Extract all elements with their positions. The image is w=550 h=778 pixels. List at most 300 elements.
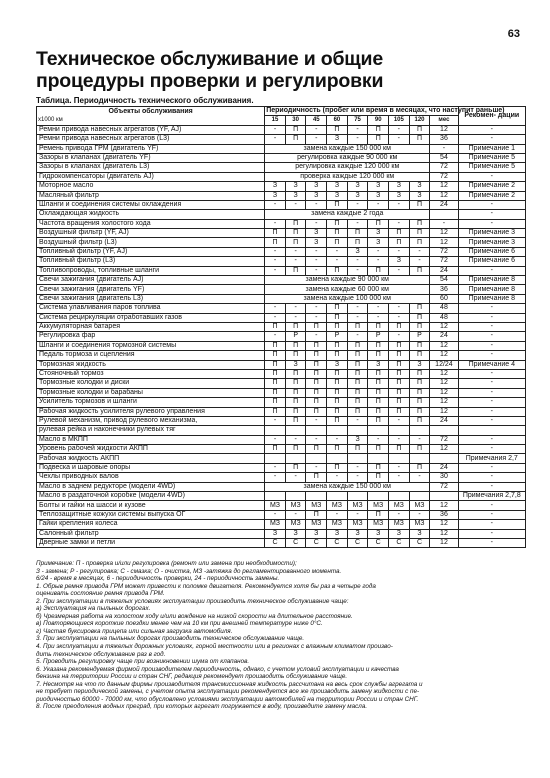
- row-cell: МЗ: [389, 520, 410, 529]
- row-cell: П: [389, 398, 410, 407]
- note-line: 8. После преодоления водных преград, при которых агрегат погружается в воду, произведите замену масла.: [36, 703, 368, 711]
- row-cell: -: [285, 257, 306, 266]
- row-cell: -: [389, 247, 410, 256]
- row-cell: П: [327, 229, 348, 238]
- row-cell: П: [306, 351, 327, 360]
- row-span-note: замена каждые 60 000 км: [265, 285, 430, 294]
- row-recommendation: Примечание 8: [458, 294, 525, 303]
- row-cell: П: [409, 135, 430, 144]
- table-row: [37, 435, 526, 444]
- row-cell: З: [347, 182, 368, 191]
- notes-section: [36, 560, 526, 711]
- row-item: Топливный фильтр (YF, AJ): [37, 247, 265, 256]
- header-mileage-30: 30: [285, 116, 306, 125]
- row-months: 12: [430, 369, 458, 378]
- row-cell: Р: [368, 332, 389, 341]
- row-months: 54: [430, 153, 458, 162]
- row-cell: П: [327, 351, 348, 360]
- row-recommendation: -: [458, 341, 525, 350]
- row-item: Тормозная жидкость: [37, 360, 265, 369]
- row-cell: З: [347, 435, 368, 444]
- title-line-1: Техническое обслуживание и общие: [36, 48, 383, 70]
- row-cell: П: [265, 360, 286, 369]
- row-cell: П: [409, 304, 430, 313]
- row-cell: -: [265, 332, 286, 341]
- row-cell: -: [327, 473, 348, 482]
- row-cell: П: [368, 379, 389, 388]
- row-item: Гидрокомпенсаторы (двигатель AJ): [37, 172, 265, 181]
- table-row: [37, 454, 526, 463]
- note-line: Примечание: П - проверка и/или регулировка (ремонт или замена при необходимости);: [36, 560, 297, 567]
- row-cell: -: [306, 247, 327, 256]
- row-cell: [306, 426, 327, 435]
- table-row: [37, 182, 526, 191]
- row-recommendation: -: [458, 445, 525, 454]
- table-row: [37, 294, 526, 303]
- row-cell: П: [327, 200, 348, 209]
- row-cell: МЗ: [389, 501, 410, 510]
- table-row: [37, 398, 526, 407]
- row-recommendation: -: [458, 379, 525, 388]
- table-row: [37, 229, 526, 238]
- row-cell: З: [327, 135, 348, 144]
- row-recommendation: -: [458, 200, 525, 209]
- row-months: 12: [430, 182, 458, 191]
- row-item: Рулевой механизм, привод рулевого механизма,: [37, 416, 265, 425]
- row-recommendation: -: [458, 313, 525, 322]
- row-cell: П: [368, 398, 389, 407]
- row-months: 36: [430, 510, 458, 519]
- row-cell: П: [285, 341, 306, 350]
- row-months: 12: [430, 538, 458, 547]
- row-cell: -: [389, 200, 410, 209]
- row-cell: П: [368, 510, 389, 519]
- row-cell: -: [285, 435, 306, 444]
- row-recommendation: -: [458, 332, 525, 341]
- table-row: [37, 416, 526, 425]
- row-recommendation: -: [458, 304, 525, 313]
- row-cell: П: [327, 322, 348, 331]
- row-cell: П: [327, 369, 348, 378]
- row-cell: -: [306, 257, 327, 266]
- row-months: 12: [430, 388, 458, 397]
- note-line: З - замена; Р - регулировка; С - смазка; О - очистка, МЗ -затяжка до регламентированного момента.: [36, 567, 342, 575]
- note-line: 2. При эксплуатации в тяжелых условиях эксплуатации производить техническое обслуживание чаще:: [36, 597, 349, 605]
- row-months: 12: [430, 379, 458, 388]
- row-cell: [389, 492, 410, 501]
- table-row: [37, 501, 526, 510]
- row-cell: МЗ: [409, 501, 430, 510]
- row-cell: П: [389, 322, 410, 331]
- row-cell: [285, 454, 306, 463]
- row-cell: З: [285, 182, 306, 191]
- row-cell: П: [368, 407, 389, 416]
- row-cell: П: [265, 322, 286, 331]
- row-span-note: замена каждые 2 года: [265, 210, 430, 219]
- note-line: 3. При эксплуатации на пыльных дорогах производить техническое обслуживание чаще.: [36, 635, 305, 643]
- row-months: 12: [430, 238, 458, 247]
- row-cell: -: [347, 135, 368, 144]
- page-number: 63: [507, 28, 520, 40]
- table-row: [37, 313, 526, 322]
- table-row: [37, 341, 526, 350]
- row-cell: П: [389, 351, 410, 360]
- row-cell: [306, 454, 327, 463]
- row-cell: З: [368, 360, 389, 369]
- row-cell: П: [306, 510, 327, 519]
- row-cell: П: [285, 445, 306, 454]
- row-months: 24: [430, 416, 458, 425]
- row-cell: З: [265, 182, 286, 191]
- row-months: 12: [430, 322, 458, 331]
- row-cell: З: [285, 529, 306, 538]
- row-cell: П: [327, 398, 348, 407]
- row-span-note: замена каждые 100 000 км: [265, 294, 430, 303]
- note-line: не требует периодической замены, с учетом опыта эксплуатации рекомендуется все же производить замену жидкости с пе-: [36, 688, 420, 696]
- row-cell: П: [285, 369, 306, 378]
- row-cell: З: [409, 529, 430, 538]
- row-cell: П: [409, 407, 430, 416]
- row-cell: П: [368, 341, 389, 350]
- row-cell: З: [306, 182, 327, 191]
- row-cell: -: [347, 125, 368, 134]
- row-cell: -: [368, 247, 389, 256]
- table-row: [37, 510, 526, 519]
- row-item: Система рециркуляции отработавших газов: [37, 313, 265, 322]
- row-cell: П: [306, 388, 327, 397]
- note-line: в) Повторяющиеся короткие поездки менее чем на 10 км при внешней температуре ниже 0°С.: [36, 620, 323, 628]
- row-cell: П: [409, 351, 430, 360]
- row-cell: П: [409, 388, 430, 397]
- row-recommendation: Примечание 8: [458, 285, 525, 294]
- row-cell: З: [347, 191, 368, 200]
- row-months: 12: [430, 229, 458, 238]
- row-cell: П: [347, 360, 368, 369]
- row-months: 24: [430, 332, 458, 341]
- row-item: Свечи зажигания (двигатель YF): [37, 285, 265, 294]
- row-item: Аккумуляторная батарея: [37, 322, 265, 331]
- row-cell: П: [389, 341, 410, 350]
- row-item: Воздушный фильтр (YF, AJ): [37, 229, 265, 238]
- row-cell: П: [409, 238, 430, 247]
- row-cell: -: [409, 247, 430, 256]
- row-cell: МЗ: [327, 520, 348, 529]
- row-recommendation: -: [458, 473, 525, 482]
- row-cell: П: [285, 238, 306, 247]
- table-row: [37, 172, 526, 181]
- table-row: [37, 426, 526, 435]
- row-cell: МЗ: [409, 520, 430, 529]
- maintenance-table: [36, 106, 526, 548]
- row-cell: П: [306, 341, 327, 350]
- row-months: 72: [430, 435, 458, 444]
- row-cell: П: [285, 379, 306, 388]
- row-cell: -: [409, 510, 430, 519]
- table-row: [37, 351, 526, 360]
- row-cell: П: [347, 369, 368, 378]
- row-cell: [368, 492, 389, 501]
- row-cell: П: [347, 238, 368, 247]
- row-cell: [306, 492, 327, 501]
- row-item: Свечи зажигания (двигатель L3): [37, 294, 265, 303]
- row-item: Педаль тормоза и сцепления: [37, 351, 265, 360]
- row-item: Масляный фильтр: [37, 191, 265, 200]
- row-cell: П: [347, 398, 368, 407]
- row-cell: П: [285, 398, 306, 407]
- row-cell: -: [347, 416, 368, 425]
- table-row: [37, 257, 526, 266]
- row-cell: -: [285, 473, 306, 482]
- row-cell: З: [347, 529, 368, 538]
- row-months: 30: [430, 473, 458, 482]
- row-item: Стояночный тормоз: [37, 369, 265, 378]
- row-cell: -: [306, 304, 327, 313]
- row-cell: П: [327, 463, 348, 472]
- row-cell: З: [409, 191, 430, 200]
- row-cell: П: [285, 322, 306, 331]
- row-cell: -: [389, 416, 410, 425]
- header-months: мес: [430, 116, 458, 125]
- row-months: -: [430, 219, 458, 228]
- row-cell: -: [306, 416, 327, 425]
- row-months: 48: [430, 304, 458, 313]
- row-cell: -: [265, 435, 286, 444]
- row-span-note: регулировка каждые 120 000 км: [265, 163, 430, 172]
- row-item: Топливопроводы, топливные шланги: [37, 266, 265, 275]
- row-cell: П: [265, 407, 286, 416]
- row-cell: П: [285, 388, 306, 397]
- row-cell: [347, 426, 368, 435]
- row-item: Дверные замки и петли: [37, 538, 265, 547]
- header-mileage-120: 120: [409, 116, 430, 125]
- row-cell: П: [265, 229, 286, 238]
- row-recommendation: Примечание 5: [458, 153, 525, 162]
- table-row: [37, 482, 526, 491]
- row-cell: П: [368, 219, 389, 228]
- row-cell: -: [389, 135, 410, 144]
- row-months: 12: [430, 351, 458, 360]
- row-cell: -: [265, 135, 286, 144]
- row-item: Топливный фильтр (L3): [37, 257, 265, 266]
- row-cell: П: [409, 266, 430, 275]
- row-cell: -: [347, 313, 368, 322]
- table-row: [37, 529, 526, 538]
- table-row: [37, 538, 526, 547]
- row-item: Система улавливания паров топлива: [37, 304, 265, 313]
- note-line: 4. При эксплуатации в тяжелых дорожных условиях, горной местности или в регионах с влажным климатом произво-: [36, 643, 393, 651]
- row-cell: Р: [285, 332, 306, 341]
- row-cell: -: [327, 257, 348, 266]
- row-cell: -: [368, 257, 389, 266]
- row-cell: -: [368, 435, 389, 444]
- row-cell: П: [327, 238, 348, 247]
- row-cell: П: [347, 351, 368, 360]
- row-cell: МЗ: [265, 501, 286, 510]
- row-cell: -: [347, 219, 368, 228]
- row-months: 72: [430, 163, 458, 172]
- row-months: [430, 210, 458, 219]
- header-mileage-75: 75: [347, 116, 368, 125]
- row-cell: -: [265, 416, 286, 425]
- header-unit: x1000 км: [38, 116, 63, 123]
- table-row: [37, 247, 526, 256]
- row-cell: П: [265, 379, 286, 388]
- row-months: 72: [430, 482, 458, 491]
- row-cell: З: [327, 191, 348, 200]
- row-cell: -: [285, 304, 306, 313]
- row-cell: П: [327, 341, 348, 350]
- header-mileage-60: 60: [327, 116, 348, 125]
- table-row: [37, 304, 526, 313]
- row-cell: П: [389, 369, 410, 378]
- row-cell: С: [389, 538, 410, 547]
- row-cell: П: [327, 266, 348, 275]
- row-cell: -: [265, 125, 286, 134]
- row-cell: З: [265, 191, 286, 200]
- row-cell: З: [368, 229, 389, 238]
- row-cell: П: [285, 125, 306, 134]
- row-cell: П: [409, 398, 430, 407]
- row-item: Ремень привода ГРМ (двигатель YF): [37, 144, 265, 153]
- row-cell: З: [306, 529, 327, 538]
- row-cell: -: [306, 435, 327, 444]
- row-span-note: регулировка каждые 90 000 км: [265, 153, 430, 162]
- row-span-note: замена каждые 150 000 км: [265, 482, 430, 491]
- row-item: Масло в МКПП: [37, 435, 265, 444]
- row-cell: П: [285, 351, 306, 360]
- row-item: Зазоры в клапанах (двигатель L3): [37, 163, 265, 172]
- row-item: Гайки крепления колеса: [37, 520, 265, 529]
- row-recommendation: -: [458, 463, 525, 472]
- row-item: рулевая рейка и наконечники рулевых тяг: [37, 426, 265, 435]
- row-item: Тормозные колодки и диски: [37, 379, 265, 388]
- row-cell: -: [306, 200, 327, 209]
- row-months: 12: [430, 520, 458, 529]
- row-cell: С: [327, 538, 348, 547]
- row-cell: П: [409, 200, 430, 209]
- row-cell: П: [389, 445, 410, 454]
- table-row: [37, 520, 526, 529]
- table-row: [37, 379, 526, 388]
- row-cell: -: [265, 257, 286, 266]
- row-recommendation: Примечание 2: [458, 182, 525, 191]
- row-cell: П: [265, 351, 286, 360]
- row-cell: -: [265, 313, 286, 322]
- header-objects: Объекты обслуживания x1000 км: [37, 107, 265, 126]
- row-item: Усилитель тормозов и шланги: [37, 398, 265, 407]
- row-cell: П: [409, 463, 430, 472]
- row-cell: З: [327, 182, 348, 191]
- row-cell: П: [285, 463, 306, 472]
- row-cell: [409, 426, 430, 435]
- row-cell: П: [368, 322, 389, 331]
- row-cell: П: [347, 445, 368, 454]
- row-cell: [409, 492, 430, 501]
- row-item: Ремни привода навесных агрегатов (L3): [37, 135, 265, 144]
- row-item: Подвеска и шаровые опоры: [37, 463, 265, 472]
- row-months: 72: [430, 257, 458, 266]
- table-row: [37, 463, 526, 472]
- row-months: 54: [430, 276, 458, 285]
- row-cell: [327, 454, 348, 463]
- row-cell: -: [409, 473, 430, 482]
- row-cell: П: [347, 379, 368, 388]
- note-line: 7. Несмотря на что по данным фирмы производителя трансмиссионная жидкость рассчитана на весь срок службы агрегата и: [36, 680, 423, 688]
- row-cell: -: [389, 510, 410, 519]
- row-recommendation: Примечание 3: [458, 229, 525, 238]
- row-months: [430, 454, 458, 463]
- row-cell: З: [306, 229, 327, 238]
- row-cell: -: [327, 510, 348, 519]
- row-cell: П: [409, 125, 430, 134]
- row-item: Моторное масло: [37, 182, 265, 191]
- row-cell: -: [389, 435, 410, 444]
- note-line: бензина на территории России и стран СНГ, редакция рекомендует производить обслуживание чаще.: [36, 673, 348, 681]
- row-cell: [285, 426, 306, 435]
- row-cell: З: [389, 191, 410, 200]
- row-recommendation: -: [458, 407, 525, 416]
- row-cell: З: [389, 182, 410, 191]
- row-cell: П: [409, 322, 430, 331]
- row-recommendation: Примечание 8: [458, 276, 525, 285]
- row-cell: -: [368, 200, 389, 209]
- row-cell: З: [409, 182, 430, 191]
- row-cell: П: [306, 407, 327, 416]
- row-cell: З: [368, 191, 389, 200]
- row-cell: [409, 454, 430, 463]
- row-cell: П: [389, 238, 410, 247]
- row-months: 12: [430, 191, 458, 200]
- row-cell: [389, 426, 410, 435]
- row-cell: П: [347, 341, 368, 350]
- note-line: дить техническое обслуживание раз в год.: [36, 650, 166, 658]
- table-row: [37, 163, 526, 172]
- row-months: 12: [430, 501, 458, 510]
- row-cell: П: [409, 229, 430, 238]
- row-cell: П: [327, 388, 348, 397]
- table-caption: Таблица. Периодичность технического обслуживания.: [36, 96, 254, 105]
- row-cell: П: [347, 407, 368, 416]
- table-row: [37, 360, 526, 369]
- row-cell: МЗ: [306, 520, 327, 529]
- row-months: 72: [430, 172, 458, 181]
- row-cell: МЗ: [327, 501, 348, 510]
- row-cell: -: [389, 473, 410, 482]
- row-cell: -: [265, 200, 286, 209]
- row-recommendation: -: [458, 172, 525, 181]
- row-cell: -: [306, 463, 327, 472]
- table-row: [37, 407, 526, 416]
- row-cell: [265, 454, 286, 463]
- row-cell: [347, 492, 368, 501]
- row-months: 12: [430, 445, 458, 454]
- note-line: 5. Проводить регулировку чаще при возникновении шума от клапанов.: [36, 658, 250, 666]
- row-cell: -: [327, 435, 348, 444]
- row-cell: -: [389, 304, 410, 313]
- row-months: 36: [430, 135, 458, 144]
- row-cell: З: [327, 360, 348, 369]
- row-months: 12: [430, 341, 458, 350]
- row-cell: МЗ: [347, 501, 368, 510]
- row-recommendation: Примечание 2: [458, 191, 525, 200]
- row-recommendation: -: [458, 322, 525, 331]
- row-cell: З: [306, 191, 327, 200]
- row-cell: П: [389, 229, 410, 238]
- row-cell: МЗ: [368, 520, 389, 529]
- row-months: 12: [430, 125, 458, 134]
- row-item: Шланги и соединения системы охлаждения: [37, 200, 265, 209]
- row-cell: -: [306, 135, 327, 144]
